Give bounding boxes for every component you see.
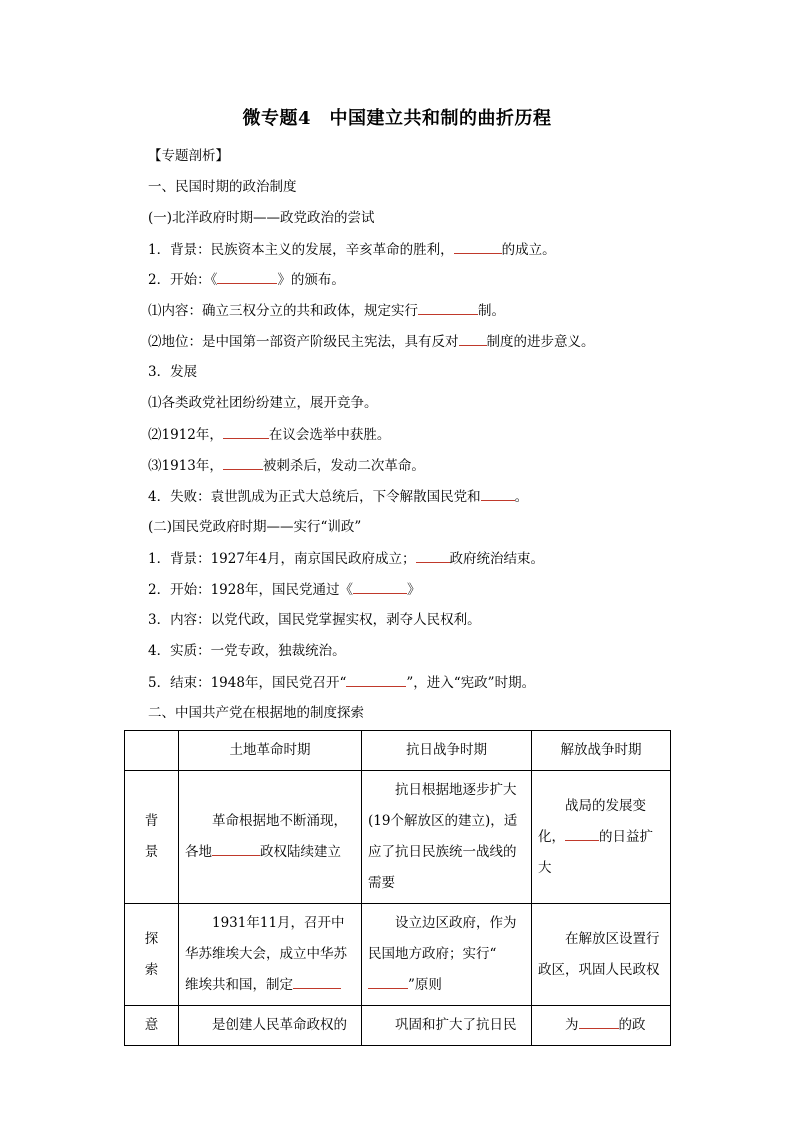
text-segment: 2．开始：1928年，国民党通过《 xyxy=(148,582,353,598)
fill-blank xyxy=(223,424,269,439)
fill-blank xyxy=(579,1014,619,1029)
cell-text: 政权陆续建立 xyxy=(260,844,341,860)
table-header-cell: 抗日战争时期 xyxy=(362,731,532,771)
table-header-cell: 解放战争时期 xyxy=(532,731,671,771)
table-row xyxy=(125,904,671,1006)
text-segment: 1．背景：民族资本主义的发展，辛亥革命的胜利， xyxy=(148,242,454,258)
page-title: 微专题4 中国建立共和制的曲折历程 xyxy=(242,108,552,129)
fill-blank xyxy=(459,331,487,346)
row-label: 意 xyxy=(125,1006,179,1046)
table-cell xyxy=(532,771,671,904)
row-label xyxy=(125,904,179,1006)
cell-text: ”原则 xyxy=(408,977,442,993)
table-cell: 巩固和扩大了抗日民 xyxy=(362,1006,532,1046)
fill-blank xyxy=(418,300,478,315)
label-char: 背 xyxy=(144,813,159,829)
fill-blank xyxy=(353,579,407,594)
table-header-cell: 土地革命时期 xyxy=(179,731,362,771)
text-line xyxy=(148,548,544,569)
text-segment: ⑵地位：是中国第一部资产阶级民主宪法，具有反对 xyxy=(148,334,459,350)
fill-blank xyxy=(346,672,406,687)
comparison-table xyxy=(124,730,671,1046)
table-row xyxy=(125,1006,671,1046)
text-line xyxy=(148,424,390,445)
fill-blank xyxy=(481,486,515,501)
fill-blank xyxy=(223,455,263,470)
text-segment: 1．背景：1927年4月，南京国民政府成立； xyxy=(148,551,416,567)
cell-text: 为 xyxy=(565,1017,579,1033)
text-line xyxy=(148,579,420,600)
text-segment: 2．开始：《 xyxy=(148,272,218,288)
text-segment: 。 xyxy=(514,489,529,505)
text-segment: 4．失败：袁世凯成为正式大总统后，下令解散国民党和 xyxy=(148,489,481,505)
text-line xyxy=(148,300,505,321)
text-line xyxy=(148,269,345,290)
text-segment: 》 xyxy=(406,582,421,598)
cell-text: 革命根据地不断涌现， xyxy=(212,813,347,829)
cell-text: 设立边区政府，作为民国地方政府；实行“ xyxy=(368,915,517,962)
fill-blank xyxy=(565,826,599,841)
cell-text: 的日益扩 xyxy=(599,828,653,845)
table-cell xyxy=(532,1006,671,1046)
cell-text: 战局的发展变 xyxy=(565,797,646,814)
text-segment: ⑵1912年， xyxy=(148,427,223,443)
fill-blank xyxy=(217,269,277,284)
section-header: 【专题剖析】 xyxy=(148,148,229,164)
text-segment: ”，进入“宪政”时期。 xyxy=(406,675,536,691)
cell-text: 各地 xyxy=(185,844,212,860)
text-segment: 政府统治结束。 xyxy=(449,551,545,567)
part2-heading: 二、中国共产党在根据地的制度探索 xyxy=(148,705,364,721)
fill-blank xyxy=(416,548,450,563)
cell-text: 大 xyxy=(538,859,552,876)
part1-heading: 一、民国时期的政治制度 xyxy=(148,179,297,195)
table-cell: 抗日根据地逐步扩大(19个解放区的建立)，适应了抗日民族统一战线的需要 xyxy=(362,771,532,904)
subsection-kmt: (二)国民党政府时期——实行“训政” xyxy=(148,519,362,535)
text-segment: ⑴内容：确立三权分立的共和政体，规定实行 xyxy=(148,303,418,319)
table-cell: 是创建人民革命政权的 xyxy=(179,1006,362,1046)
text-line: 3．内容：以党代政，国民党掌握实权，剥夺人民权利。 xyxy=(148,612,481,628)
cell-text: 1931年11月，召开中华苏维埃大会，成立中华苏维埃共和国，制定 xyxy=(185,915,347,993)
text-segment: 5．结束：1948年，国民党召开“ xyxy=(148,675,347,691)
label-char: 探 xyxy=(144,930,159,947)
fill-blank xyxy=(212,841,260,856)
cell-text: 的政 xyxy=(618,1017,646,1033)
text-line xyxy=(148,331,595,352)
text-line xyxy=(148,455,425,476)
text-line: ⑴各类政党社团纷纷建立，展开竞争。 xyxy=(148,395,378,411)
cell-text: 化， xyxy=(538,828,565,845)
text-segment: 制度的进步意义。 xyxy=(486,334,595,350)
fill-blank xyxy=(293,974,341,989)
subsection-beiyang: (一)北洋政府时期——政党政治的尝试 xyxy=(148,210,375,226)
text-line xyxy=(148,486,528,507)
text-line: 3．发展 xyxy=(148,364,198,380)
text-segment: 制。 xyxy=(478,303,505,319)
text-segment: 在议会选举中获胜。 xyxy=(268,427,391,443)
label-char: 景 xyxy=(144,844,159,860)
text-segment: 》的颁布。 xyxy=(277,272,345,288)
text-line: 4．实质：一党专政，独裁统治。 xyxy=(148,643,346,659)
table-cell xyxy=(179,904,362,1006)
fill-blank xyxy=(454,239,502,254)
text-segment: ⑶1913年， xyxy=(148,458,223,474)
label-char: 索 xyxy=(144,961,159,978)
table-header-row xyxy=(125,731,671,771)
table-cell: 在解放区设置行政区，巩固人民政权 xyxy=(532,904,671,1006)
table-cell xyxy=(179,771,362,904)
fill-blank xyxy=(368,974,408,989)
text-line xyxy=(148,672,535,693)
table-header-cell xyxy=(125,731,179,771)
text-segment: 的成立。 xyxy=(501,242,556,258)
row-label xyxy=(125,771,179,904)
table-cell xyxy=(362,904,532,1006)
text-line xyxy=(148,239,556,260)
table-row xyxy=(125,771,671,904)
text-segment: 被刺杀后，发动二次革命。 xyxy=(262,458,425,474)
